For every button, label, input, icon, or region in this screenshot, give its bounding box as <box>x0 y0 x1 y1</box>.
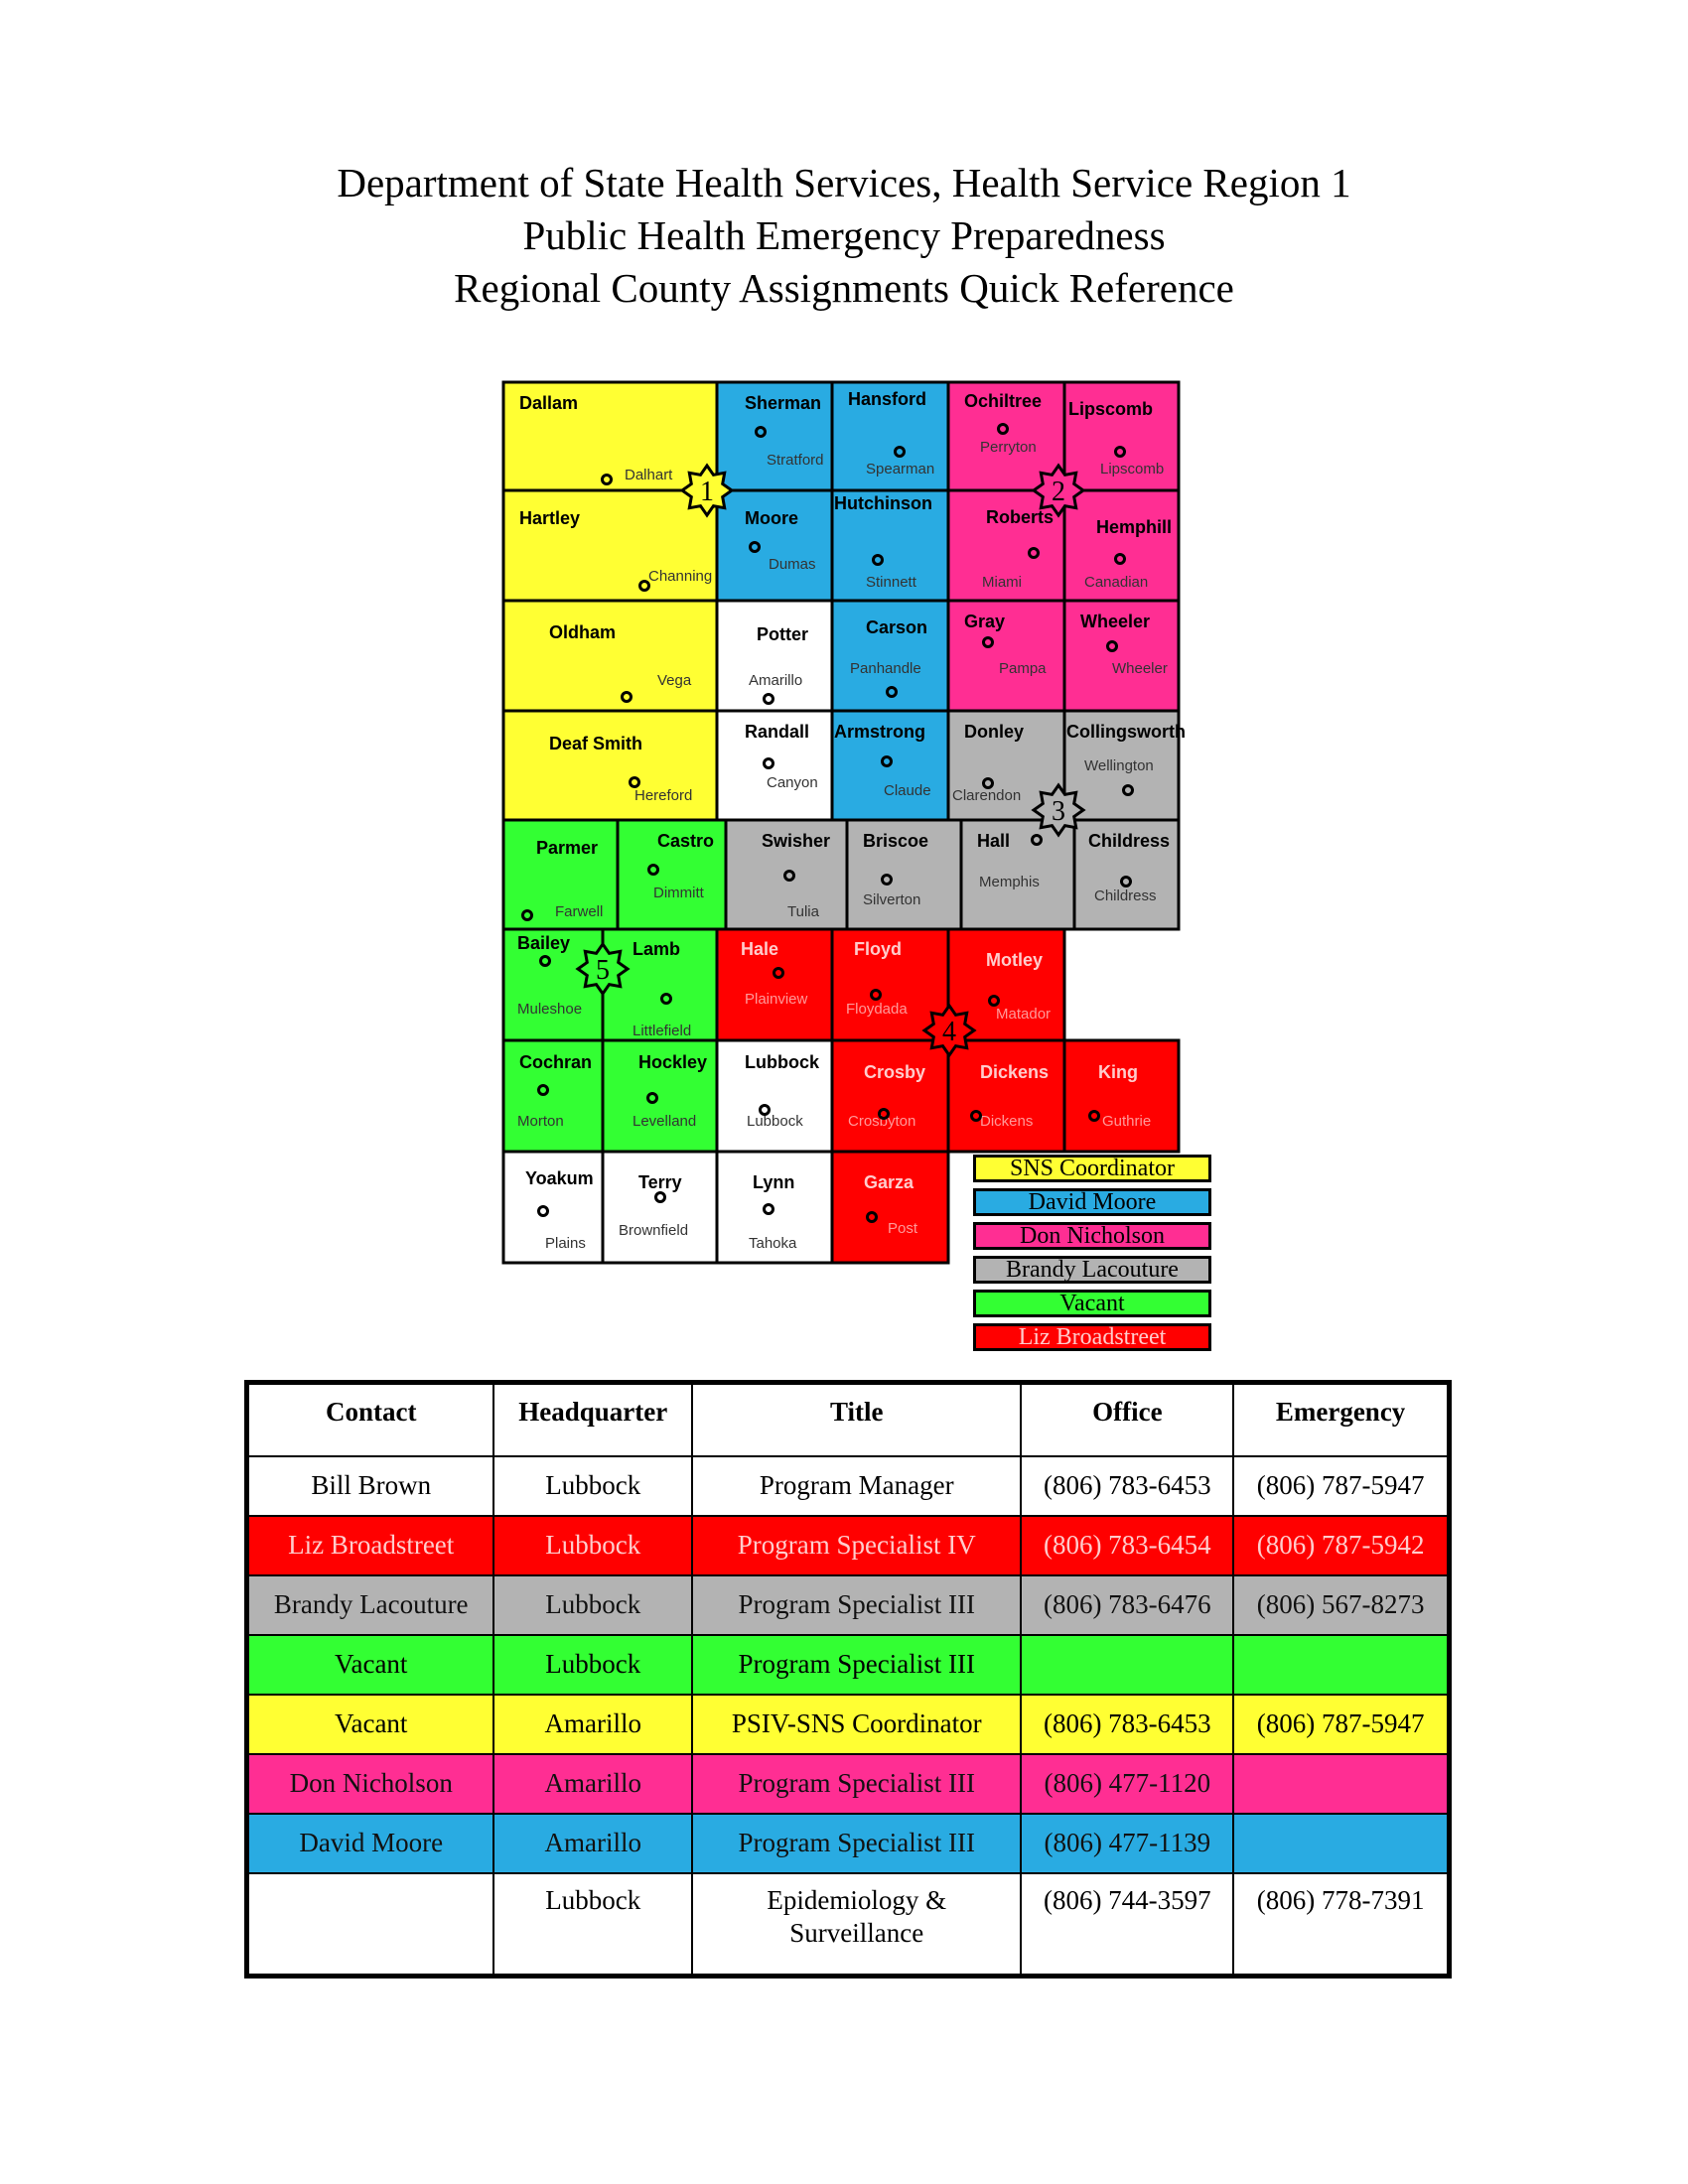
cell-contact: Vacant <box>247 1635 494 1695</box>
county-seat: Miami <box>982 574 1022 591</box>
legend-item-brandy-lacouture: Brandy Lacouture <box>973 1256 1211 1284</box>
cell-contact: Vacant <box>247 1695 494 1754</box>
county-seat: Lipscomb <box>1100 461 1165 478</box>
cell-headquarter: Amarillo <box>493 1814 692 1873</box>
county-seat: Stinnett <box>866 574 916 591</box>
county-name: Deaf Smith <box>549 734 643 753</box>
county-seat: Canyon <box>767 774 818 791</box>
cell-title: Program Manager <box>692 1456 1021 1516</box>
county-seat: Vega <box>657 672 692 689</box>
county-seat: Pampa <box>999 660 1047 677</box>
cell-office: (806) 783-6476 <box>1021 1575 1233 1635</box>
county-seat: Post <box>888 1220 918 1237</box>
cell-headquarter: Lubbock <box>493 1516 692 1575</box>
county-seat: Tahoka <box>749 1235 797 1252</box>
cell-emergency <box>1233 1754 1449 1814</box>
county-seat: Plains <box>545 1235 586 1252</box>
county-name: Hemphill <box>1096 517 1173 537</box>
county-name: Carson <box>866 617 928 637</box>
county-deaf-smith <box>503 711 717 820</box>
county-lubbock <box>717 1040 832 1152</box>
cell-title: Program Specialist III <box>692 1635 1021 1695</box>
county-garza <box>832 1152 948 1263</box>
cell-emergency <box>1233 1635 1449 1695</box>
county-carson <box>832 601 948 711</box>
county-name: Swisher <box>762 831 831 851</box>
county-shape <box>503 601 717 711</box>
county-lipscomb <box>1064 382 1179 490</box>
county-sherman <box>717 382 832 490</box>
county-seat: Spearman <box>866 461 935 478</box>
cell-title: Epidemiology & Surveillance <box>692 1873 1021 1977</box>
county-name: Hall <box>977 831 1011 851</box>
county-seat: Dimmitt <box>653 885 704 901</box>
cell-contact: Bill Brown <box>247 1456 494 1516</box>
county-swisher <box>726 820 847 929</box>
county-shape <box>832 1040 948 1152</box>
county-seat: Plainview <box>745 991 808 1008</box>
zone-marker-label: 4 <box>942 1017 956 1047</box>
zone-marker-5 <box>578 944 628 994</box>
county-childress <box>1074 820 1179 929</box>
county-name: Lamb <box>633 939 681 959</box>
county-name: Collingsworth <box>1066 722 1186 742</box>
county-name: Motley <box>986 950 1044 970</box>
table-row <box>247 1575 1450 1635</box>
county-seat: Canadian <box>1084 574 1149 591</box>
county-dickens <box>948 1040 1064 1152</box>
county-name: Roberts <box>986 507 1055 527</box>
county-name: Cochran <box>519 1052 593 1072</box>
cell-headquarter: Lubbock <box>493 1575 692 1635</box>
county-cochran <box>503 1040 603 1152</box>
legend-item-david-moore: David Moore <box>973 1188 1211 1216</box>
county-name: Castro <box>657 831 715 851</box>
county-seat: Matador <box>996 1006 1052 1023</box>
county-name: Crosby <box>864 1062 926 1082</box>
county-seat: Tulia <box>787 903 819 920</box>
cell-contact: Liz Broadstreet <box>247 1516 494 1575</box>
cell-office: (806) 477-1120 <box>1021 1754 1233 1814</box>
county-name: Wheeler <box>1080 612 1151 631</box>
cell-headquarter: Lubbock <box>493 1456 692 1516</box>
county-name: Dickens <box>980 1062 1050 1082</box>
county-potter <box>717 601 832 711</box>
cell-title: PSIV-SNS Coordinator <box>692 1695 1021 1754</box>
county-seat: Stratford <box>767 452 824 469</box>
cell-title: Program Specialist III <box>692 1754 1021 1814</box>
table-row <box>247 1456 1450 1516</box>
legend-item-don-nicholson: Don Nicholson <box>973 1222 1211 1250</box>
county-seat: Dalhart <box>625 467 673 483</box>
table-row <box>247 1873 1450 1977</box>
table-row <box>247 1516 1450 1575</box>
county-briscoe <box>847 820 961 929</box>
county-name: Childress <box>1088 831 1171 851</box>
header-headquarter: Headquarter <box>493 1383 692 1456</box>
county-seat: Crosbyton <box>848 1113 916 1130</box>
county-hartley <box>503 490 717 601</box>
county-seat: Brownfield <box>619 1222 689 1239</box>
table-row <box>247 1635 1450 1695</box>
county-name: Briscoe <box>863 831 929 851</box>
county-seat: Wheeler <box>1112 660 1168 677</box>
county-seat: Memphis <box>979 874 1040 890</box>
cell-contact: David Moore <box>247 1814 494 1873</box>
county-name: Hartley <box>519 508 581 528</box>
county-seat: Amarillo <box>749 672 803 689</box>
legend-item-vacant: Vacant <box>973 1290 1211 1317</box>
cell-emergency: (806) 567-8273 <box>1233 1575 1449 1635</box>
county-hall <box>961 820 1074 929</box>
title-line-3: Regional County Assignments Quick Reference <box>454 265 1234 311</box>
title-line-2: Public Health Emergency Preparedness <box>522 212 1166 258</box>
county-castro <box>618 820 726 929</box>
county-name: Hutchinson <box>834 493 932 513</box>
county-seat: Hereford <box>634 787 693 804</box>
title-line-1: Department of State Health Services, Health Service Region 1 <box>337 160 1351 205</box>
county-seat: Claude <box>884 782 931 799</box>
zone-marker-1 <box>682 466 732 515</box>
county-seat: Guthrie <box>1102 1113 1152 1130</box>
county-seat: Panhandle <box>850 660 921 677</box>
county-randall <box>717 711 832 820</box>
cell-contact: Brandy Lacouture <box>247 1575 494 1635</box>
county-hutchinson <box>832 490 948 601</box>
county-name: Lubbock <box>745 1052 819 1072</box>
legend-item-liz-broadstreet: Liz Broadstreet <box>973 1323 1211 1351</box>
cell-emergency: (806) 787-5947 <box>1233 1695 1449 1754</box>
county-gray <box>948 601 1064 711</box>
cell-title: Program Specialist IV <box>692 1516 1021 1575</box>
county-hockley <box>603 1040 717 1152</box>
table-row <box>247 1695 1450 1754</box>
county-seat: Channing <box>648 568 713 585</box>
county-hansford <box>832 382 948 490</box>
county-seat: Littlefield <box>633 1023 692 1039</box>
table-row <box>247 1754 1450 1814</box>
county-terry <box>603 1152 717 1263</box>
county-shape <box>832 1152 948 1263</box>
county-lynn <box>717 1152 832 1263</box>
cell-office <box>1021 1635 1233 1695</box>
county-seat: Morton <box>517 1113 564 1130</box>
cell-headquarter: Lubbock <box>493 1873 692 1977</box>
county-shape <box>717 490 832 601</box>
county-name: Lynn <box>753 1172 795 1192</box>
county-seat: Muleshoe <box>517 1001 583 1018</box>
table-header-row <box>247 1383 1450 1456</box>
zone-marker-label: 5 <box>596 955 610 986</box>
county-name: Donley <box>964 722 1025 742</box>
county-name: King <box>1098 1062 1138 1082</box>
county-seat: Silverton <box>863 891 921 908</box>
header-office: Office <box>1021 1383 1233 1456</box>
county-shape <box>603 1152 717 1263</box>
county-shape <box>717 601 832 711</box>
county-name: Parmer <box>536 838 599 858</box>
county-seat: Childress <box>1094 887 1157 904</box>
cell-office: (806) 744-3597 <box>1021 1873 1233 1977</box>
zone-marker-label: 2 <box>1052 477 1065 507</box>
county-seat: Floydada <box>846 1001 908 1018</box>
county-collingsworth <box>1064 711 1186 820</box>
county-name: Lipscomb <box>1068 399 1154 419</box>
header-contact: Contact <box>247 1383 494 1456</box>
county-name: Bailey <box>517 933 571 953</box>
cell-headquarter: Lubbock <box>493 1635 692 1695</box>
cell-emergency <box>1233 1814 1449 1873</box>
header-emergency: Emergency <box>1233 1383 1449 1456</box>
cell-emergency: (806) 787-5947 <box>1233 1456 1449 1516</box>
county-name: Randall <box>745 722 810 742</box>
zone-marker-3 <box>1034 785 1083 835</box>
county-dallam <box>503 382 717 490</box>
county-yoakum <box>503 1152 603 1263</box>
county-seat: Dickens <box>980 1113 1034 1130</box>
county-crosby <box>832 1040 948 1152</box>
county-armstrong <box>832 711 948 820</box>
legend-item-sns-coordinator: SNS Coordinator <box>973 1155 1211 1182</box>
county-name: Potter <box>757 624 809 644</box>
legend <box>973 1155 1211 1357</box>
county-name: Yoakum <box>525 1168 594 1188</box>
cell-title: Program Specialist III <box>692 1814 1021 1873</box>
county-king <box>1064 1040 1179 1152</box>
county-shape <box>1064 1040 1179 1152</box>
county-oldham <box>503 601 717 711</box>
cell-contact: Don Nicholson <box>247 1754 494 1814</box>
county-seat: Clarendon <box>952 787 1022 804</box>
county-hale <box>717 929 832 1040</box>
county-name: Moore <box>745 508 798 528</box>
county-parmer <box>503 820 618 929</box>
county-seat: Dumas <box>769 556 816 573</box>
county-name: Dallam <box>519 393 579 413</box>
contacts-table <box>244 1380 1452 1979</box>
county-seat: Farwell <box>555 903 604 920</box>
county-shape <box>948 1040 1064 1152</box>
cell-headquarter: Amarillo <box>493 1695 692 1754</box>
cell-office: (806) 783-6453 <box>1021 1695 1233 1754</box>
county-name: Sherman <box>745 393 822 413</box>
county-name: Ochiltree <box>964 391 1043 411</box>
county-seat: Wellington <box>1084 757 1154 774</box>
cell-emergency: (806) 778-7391 <box>1233 1873 1449 1977</box>
county-seat: Perryton <box>980 439 1037 456</box>
county-hemphill <box>1064 490 1179 601</box>
table-row <box>247 1814 1450 1873</box>
zone-marker-4 <box>924 1006 974 1055</box>
county-name: Gray <box>964 612 1006 631</box>
cell-office: (806) 783-6454 <box>1021 1516 1233 1575</box>
cell-office: (806) 783-6453 <box>1021 1456 1233 1516</box>
county-seat: Lubbock <box>747 1113 803 1130</box>
county-name: Garza <box>864 1172 914 1192</box>
county-name: Terry <box>638 1172 682 1192</box>
cell-emergency: (806) 787-5942 <box>1233 1516 1449 1575</box>
county-name: Hansford <box>848 389 927 409</box>
zone-marker-2 <box>1034 466 1083 515</box>
county-name: Oldham <box>549 622 617 642</box>
county-wheeler <box>1064 601 1179 711</box>
county-seat: Levelland <box>633 1113 697 1130</box>
county-name: Hale <box>741 939 779 959</box>
cell-title: Program Specialist III <box>692 1575 1021 1635</box>
county-name: Armstrong <box>834 722 926 742</box>
county-floyd <box>832 929 948 1040</box>
cell-contact <box>247 1873 494 1977</box>
county-moore <box>717 490 832 601</box>
zone-marker-label: 3 <box>1052 796 1065 827</box>
header-title: Title <box>692 1383 1021 1456</box>
county-name: Floyd <box>854 939 902 959</box>
county-name: Hockley <box>638 1052 708 1072</box>
zone-marker-label: 1 <box>700 477 714 507</box>
cell-office: (806) 477-1139 <box>1021 1814 1233 1873</box>
cell-headquarter: Amarillo <box>493 1754 692 1814</box>
